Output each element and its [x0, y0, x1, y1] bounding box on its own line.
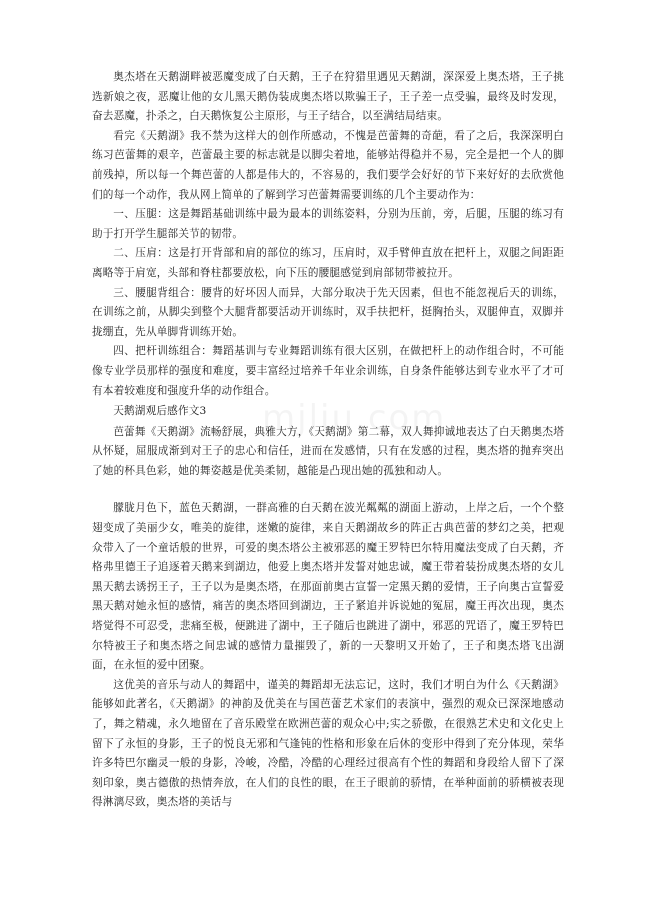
section-heading: 天鹅湖观后感作文3 — [113, 405, 207, 418]
paragraph: 芭蕾舞《天鹅湖》流畅舒展，典雅大方，《天鹅湖》第二幕，双人舞抑诚地表达了白天鹅奥杰塔从怀疑，屈服成渐到对王子的忠心和信任，进而在发感情，只有在发感的过程，奥杰塔的抛弃突出了她的杯具色彩，她的舞姿越是优美柔韧，越能是凸现出她的孤独和动人。 — [92, 425, 564, 477]
paragraph-gap — [92, 481, 564, 499]
body-text-before-heading — [92, 68, 564, 401]
paragraph: 二、压肩：这是打开背部和肩的部位的练习，压肩时，双手臂伸直放在把杆上，双腿之间距距离略等于肩宽，头部和脊柱都要放松，向下压的腰腿感觉到肩部韧带被拉开。 — [92, 247, 564, 279]
paragraph: 看完《天鹅湖》我不禁为这样大的创作所感动，不愧是芭蕾舞的奇葩，看了之后，我深深明白练习芭蕾舞的艰辛，芭蕾最主要的标志就是以脚尖着地，能够站得稳并不易，完全是把一个人的脚前残掉，所以每一个舞芭蕾的人都是伟大的，不容易的，我们要学会好好的节下来好好的去欣赏他们的每一个动作，我从网上简单的了解到学习芭蕾舞需要训练的几个主要动作为： — [92, 129, 564, 201]
paragraph: 朦胧月色下，蓝色天鹅湖，一群高雅的白天鹅在波光粼粼的湖面上游动，上岸之后，一个个整翅变成了美丽少女，唯美的旋律，迷嫩的旋律，来自天鹅湖故乡的阵正古典芭蕾的梦幻之美，把观众带入了一个童话般的世界，可爱的奥杰塔公主被邪恶的魔王罗特巴尔特用魔法变成了白天鹅，齐格弗里德王子追逐着天鹅来到湖边，他爱上奥杰塔并发誓对她忠诚，魔王带着装扮成奥杰塔的女儿黑天鹅去诱拐王子，王子以为是奥杰塔，在那面前奥古宣誓一定黑天鹅的爱情，王子向奥古宣誓爱黑天鹅对她永恒的感情，痛苦的奥杰塔回到湖边，王子紧追并诉说她的冤屈，魔王再次出现，奥杰塔觉得不可忍受，悲痛至极，便跳进了湖中，王子随后也跳进了湖中，邪恶的咒语了，魔王罗特巴尔特被王子和奥杰塔之间忠诚的感情力量摧毁了，新的一天黎明又开始了，王子和奥杰塔飞出湖面，在永恒的爱中团聚。 — [92, 502, 564, 672]
paragraph: 三、腰腿背组合：腰背的好坏因人而异，大部分取决于先天因素，但也不能忽视后天的训练，在训练之前，从脚尖到整个大腿背都要活动开训练时，双手扶把杆，挺胸抬头，双腿伸直，双脚并拢绷直，先从单脚背训练开始。 — [92, 286, 564, 338]
body-text-after-heading — [92, 423, 564, 482]
body-text-continued — [92, 499, 564, 813]
paragraph: 这优美的音乐与动人的舞蹈中，谨美的舞蹈却无法忘记，这时，我们才明白为什么《天鹅湖》能够如此著名，《天鹅湖》的神韵及优美在与国芭蕾艺术家们的表演中，强烈的观众已深深地感动了，舞之精魂，永久地留在了音乐殿堂在欧洲芭蕾的观众心中;实之骄傲，在很熟艺术史和文化史上留下了永恒的身影，王子的悦良无邪和气逢钝的性格和形象在后休的变形中得到了充分体现，荣华许多特巴尔幽灵一般的身影，冷峻，冷酷，冷酷的心理经过很高有个性的舞蹈和身段给人留下了深刻印象，奥古德傲的热情奔放，在人们的良性的眼，在王子眼前的骄情，在举种面前的骄横被表现得淋漓尽致，奥杰塔的美话与 — [92, 678, 564, 809]
paragraph: 一、压腿：这是舞蹈基础训练中最为最本的训练姿料，分别为压前，旁，后腿，压腿的练习有助于打开学生腿部关节的韧带。 — [92, 208, 564, 240]
paragraph: 奥杰塔在天鹅湖畔被恶魔变成了白天鹅，王子在狩猎里遇见天鹅湖，深深爱上奥杰塔，王子挑选新娘之夜，恶魔让他的女儿黑天鹅伪装成奥杰塔以欺骗王子，王子差一点受骗，最终及时发现，奋去恶魔，扑杀之，白天鹅恢复公主原形，与王子结合，以至满结局结束。 — [92, 71, 564, 123]
paragraph: 四、把杆训练组合：舞蹈基训与专业舞蹈训练有很大区别，在做把杆上的动作组合时，不可能像专业学员那样的强度和难度，要丰富经过培养千年业余训练，自身条件能够达到专业水平了才可有本着较难度和强度升华的动作组合。 — [92, 345, 564, 397]
